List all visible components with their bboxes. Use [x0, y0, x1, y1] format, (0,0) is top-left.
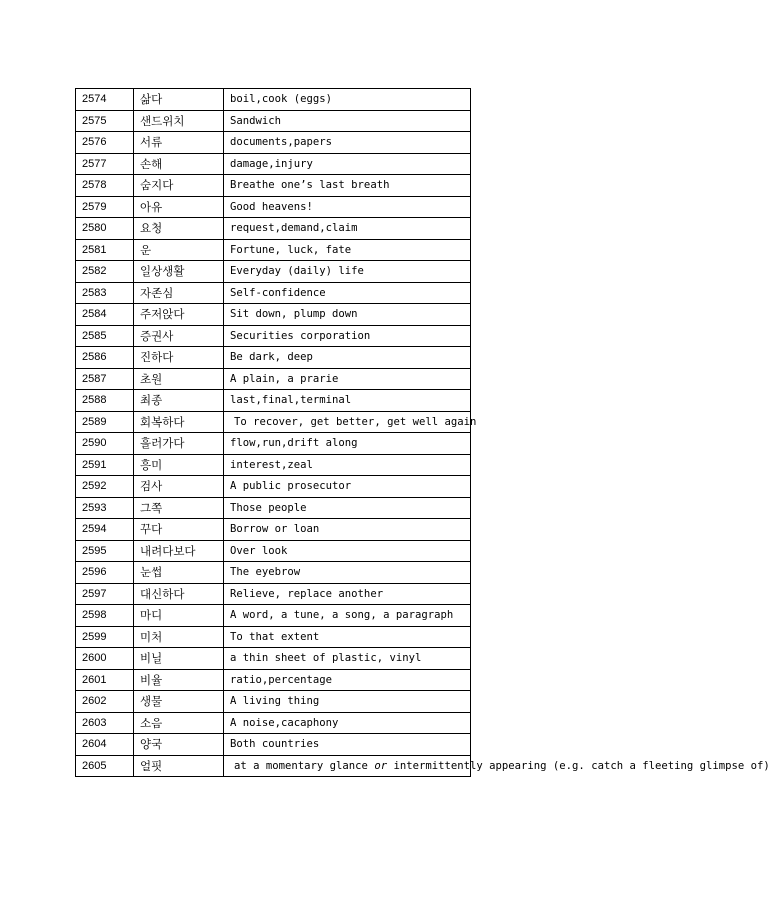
- korean-word: 손해: [134, 153, 224, 175]
- english-meaning: Securities corporation: [224, 325, 471, 347]
- entry-number: 2589: [76, 411, 134, 433]
- entry-number: 2574: [76, 89, 134, 111]
- table-row: [76, 347, 471, 369]
- table-row: [76, 755, 471, 777]
- entry-number: 2585: [76, 325, 134, 347]
- korean-word: 비닐: [134, 648, 224, 670]
- entry-number: 2583: [76, 282, 134, 304]
- table-row: [76, 691, 471, 713]
- meaning-part: at a momentary glance: [234, 759, 375, 772]
- korean-word: 생물: [134, 691, 224, 713]
- korean-word: 눈썹: [134, 562, 224, 584]
- english-meaning: damage,injury: [224, 153, 471, 175]
- english-meaning: Breathe one’s last breath: [224, 175, 471, 197]
- english-meaning: Sandwich: [224, 110, 471, 132]
- english-meaning: boil,cook (eggs): [224, 89, 471, 111]
- table-row: [76, 562, 471, 584]
- korean-word: 검사: [134, 476, 224, 498]
- table-row: [76, 626, 471, 648]
- entry-number: 2584: [76, 304, 134, 326]
- korean-word: 꾸다: [134, 519, 224, 541]
- english-meaning: last,final,terminal: [224, 390, 471, 412]
- korean-word: 그쪽: [134, 497, 224, 519]
- english-meaning: Sit down, plump down: [224, 304, 471, 326]
- korean-word: 소음: [134, 712, 224, 734]
- english-meaning: ratio,percentage: [224, 669, 471, 691]
- entry-number: 2596: [76, 562, 134, 584]
- entry-number: 2594: [76, 519, 134, 541]
- korean-word: 주저앉다: [134, 304, 224, 326]
- english-meaning: a thin sheet of plastic, vinyl: [224, 648, 471, 670]
- table-row: [76, 368, 471, 390]
- korean-word: 회복하다: [134, 411, 224, 433]
- entry-number: 2586: [76, 347, 134, 369]
- english-meaning: A word, a tune, a song, a paragraph: [224, 605, 471, 627]
- english-meaning: [224, 755, 770, 777]
- table-row: [76, 476, 471, 498]
- korean-word: 흘러가다: [134, 433, 224, 455]
- table-row: [76, 196, 471, 218]
- english-meaning: Be dark, deep: [224, 347, 471, 369]
- table-row: [76, 648, 471, 670]
- entry-number: 2595: [76, 540, 134, 562]
- english-meaning: flow,run,drift along: [224, 433, 471, 455]
- entry-number: 2600: [76, 648, 134, 670]
- entry-number: 2578: [76, 175, 134, 197]
- entry-number: 2590: [76, 433, 134, 455]
- entry-number: 2579: [76, 196, 134, 218]
- entry-number: 2581: [76, 239, 134, 261]
- english-meaning: Those people: [224, 497, 471, 519]
- english-meaning: interest,zeal: [224, 454, 471, 476]
- korean-word: 흥미: [134, 454, 224, 476]
- english-meaning: Both countries: [224, 734, 471, 756]
- korean-word: 서류: [134, 132, 224, 154]
- entry-number: 2575: [76, 110, 134, 132]
- table-row: [76, 433, 471, 455]
- table-row: [76, 669, 471, 691]
- english-meaning: Everyday (daily) life: [224, 261, 471, 283]
- entry-number: 2601: [76, 669, 134, 691]
- english-meaning: A plain, a prarie: [224, 368, 471, 390]
- english-meaning: The eyebrow: [224, 562, 471, 584]
- entry-number: 2577: [76, 153, 134, 175]
- table-row: [76, 153, 471, 175]
- korean-word: 삶다: [134, 89, 224, 111]
- korean-word: 양국: [134, 734, 224, 756]
- korean-word: 운: [134, 239, 224, 261]
- korean-word: 진하다: [134, 347, 224, 369]
- entry-number: 2602: [76, 691, 134, 713]
- english-meaning: documents,papers: [224, 132, 471, 154]
- entry-number: 2593: [76, 497, 134, 519]
- korean-word: 아유: [134, 196, 224, 218]
- vocabulary-table: [75, 88, 770, 777]
- korean-word: 요청: [134, 218, 224, 240]
- korean-word: 숨지다: [134, 175, 224, 197]
- table-row: [76, 390, 471, 412]
- table-row: [76, 540, 471, 562]
- korean-word: 샌드위치: [134, 110, 224, 132]
- entry-number: 2580: [76, 218, 134, 240]
- entry-number: 2605: [76, 755, 134, 777]
- table-row: [76, 89, 471, 111]
- table-row: [76, 519, 471, 541]
- table-row: [76, 605, 471, 627]
- english-meaning: Good heavens!: [224, 196, 471, 218]
- meaning-part: intermittently appearing (e.g. catch a fleeting glimpse of): [387, 759, 770, 772]
- entry-number: 2582: [76, 261, 134, 283]
- vocabulary-table-body: [76, 89, 770, 777]
- korean-word: 증권사: [134, 325, 224, 347]
- table-row: [76, 712, 471, 734]
- table-row: [76, 497, 471, 519]
- korean-word: 초원: [134, 368, 224, 390]
- korean-word: 일상생활: [134, 261, 224, 283]
- korean-word: 마디: [134, 605, 224, 627]
- table-row: [76, 583, 471, 605]
- english-meaning: Relieve, replace another: [224, 583, 471, 605]
- english-meaning: A noise,cacaphony: [224, 712, 471, 734]
- english-meaning: Fortune, luck, fate: [224, 239, 471, 261]
- korean-word: 자존심: [134, 282, 224, 304]
- table-row: [76, 218, 471, 240]
- table-row: [76, 734, 471, 756]
- korean-word: 대신하다: [134, 583, 224, 605]
- table-row: [76, 454, 471, 476]
- entry-number: 2604: [76, 734, 134, 756]
- english-meaning: Over look: [224, 540, 471, 562]
- korean-word: 미처: [134, 626, 224, 648]
- entry-number: 2587: [76, 368, 134, 390]
- table-row: [76, 110, 471, 132]
- table-row: [76, 132, 471, 154]
- english-meaning: request,demand,claim: [224, 218, 471, 240]
- table-row: [76, 261, 471, 283]
- english-meaning: A public prosecutor: [224, 476, 471, 498]
- entry-number: 2576: [76, 132, 134, 154]
- entry-number: 2592: [76, 476, 134, 498]
- table-row: [76, 304, 471, 326]
- english-meaning: Borrow or loan: [224, 519, 471, 541]
- english-meaning: A living thing: [224, 691, 471, 713]
- table-row: [76, 411, 471, 433]
- korean-word: 내려다보다: [134, 540, 224, 562]
- entry-number: 2603: [76, 712, 134, 734]
- english-meaning: Self-confidence: [224, 282, 471, 304]
- english-meaning: To that extent: [224, 626, 471, 648]
- entry-number: 2588: [76, 390, 134, 412]
- korean-word: 얼핏: [134, 755, 224, 777]
- korean-word: 최종: [134, 390, 224, 412]
- table-row: [76, 325, 471, 347]
- table-row: [76, 175, 471, 197]
- meaning-or-italic: or: [374, 759, 388, 772]
- entry-number: 2597: [76, 583, 134, 605]
- table-row: [76, 282, 471, 304]
- table-row: [76, 239, 471, 261]
- entry-number: 2591: [76, 454, 134, 476]
- english-meaning: To recover, get better, get well again: [224, 411, 471, 433]
- entry-number: 2599: [76, 626, 134, 648]
- entry-number: 2598: [76, 605, 134, 627]
- korean-word: 비율: [134, 669, 224, 691]
